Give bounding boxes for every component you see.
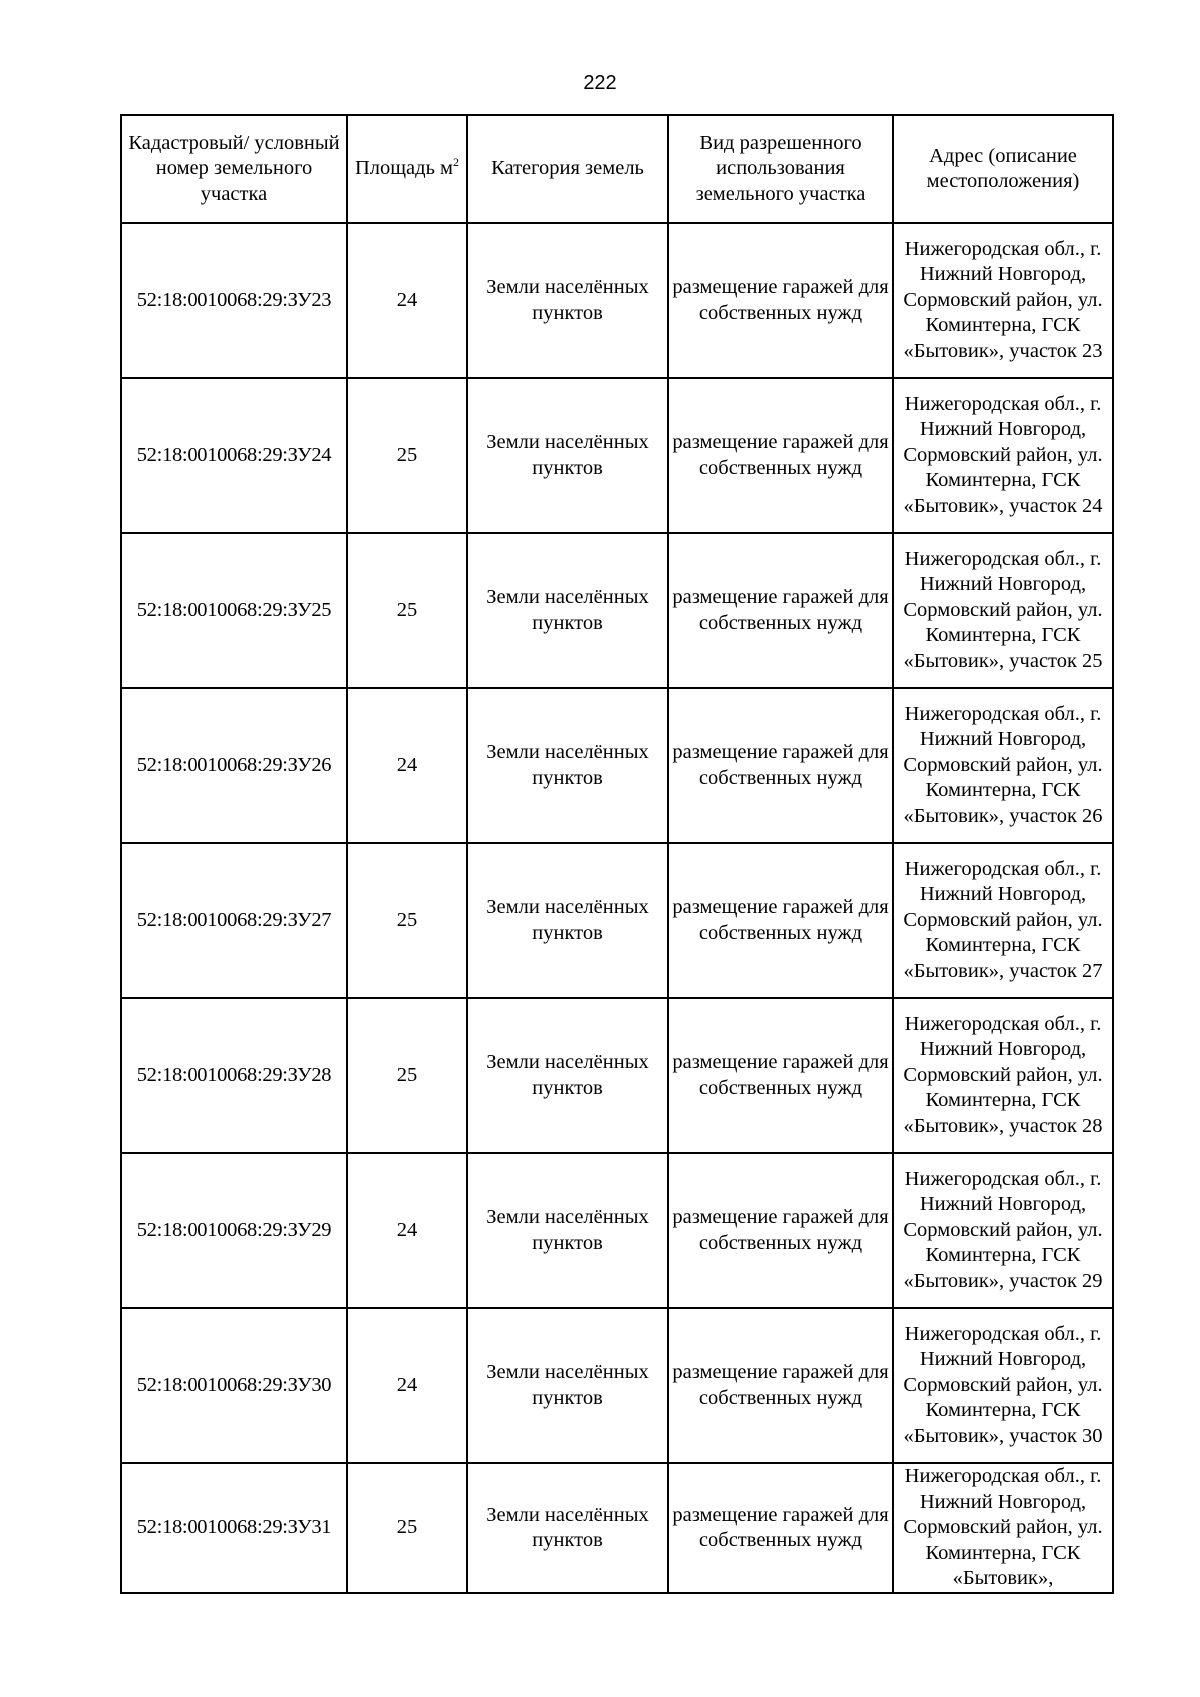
cell-land-category: Земли населённых пунктов xyxy=(467,843,668,998)
cell-permitted-use: размещение гаражей для собственных нужд xyxy=(668,378,893,533)
cell-address: Нижегородская обл., г. Нижний Новгород, Сормовский район, ул. Коминтерна, ГСК «Бытовик», участок 28 xyxy=(893,998,1113,1153)
cell-land-category: Земли населённых пунктов xyxy=(467,998,668,1153)
cell-area: 24 xyxy=(347,223,467,378)
cell-land-category: Земли населённых пунктов xyxy=(467,1463,668,1593)
cell-cadastral-number: 52:18:0010068:29:ЗУ27 xyxy=(121,843,347,998)
cell-cadastral-number: 52:18:0010068:29:ЗУ28 xyxy=(121,998,347,1153)
land-plots-table xyxy=(120,114,1114,1594)
cell-address: Нижегородская обл., г. Нижний Новгород, Сормовский район, ул. Коминтерна, ГСК «Бытовик», участок 24 xyxy=(893,378,1113,533)
cell-cadastral-number: 52:18:0010068:29:ЗУ24 xyxy=(121,378,347,533)
cell-area: 24 xyxy=(347,1153,467,1308)
cell-cadastral-number: 52:18:0010068:29:ЗУ29 xyxy=(121,1153,347,1308)
cell-area: 24 xyxy=(347,688,467,843)
cell-area: 25 xyxy=(347,998,467,1153)
table-row xyxy=(121,843,1113,998)
header-row xyxy=(121,115,1113,223)
cell-cadastral-number: 52:18:0010068:29:ЗУ26 xyxy=(121,688,347,843)
cell-area: 25 xyxy=(347,378,467,533)
cell-land-category: Земли населённых пунктов xyxy=(467,378,668,533)
cell-cadastral-number: 52:18:0010068:29:ЗУ25 xyxy=(121,533,347,688)
cell-address: Нижегородская обл., г. Нижний Новгород, Сормовский район, ул. Коминтерна, ГСК «Бытовик», участок 30 xyxy=(893,1308,1113,1463)
cell-land-category: Земли населённых пунктов xyxy=(467,533,668,688)
cell-address: Нижегородская обл., г. Нижний Новгород, Сормовский район, ул. Коминтерна, ГСК «Бытовик», участок 26 xyxy=(893,688,1113,843)
cell-permitted-use: размещение гаражей для собственных нужд xyxy=(668,223,893,378)
cell-address: Нижегородская обл., г. Нижний Новгород, Сормовский район, ул. Коминтерна, ГСК «Бытовик», участок 29 xyxy=(893,1153,1113,1308)
header-cadastral: Кадастровый/ условный номер земельного участка xyxy=(121,115,347,223)
cell-cadastral-number: 52:18:0010068:29:ЗУ31 xyxy=(121,1463,347,1593)
cell-area: 25 xyxy=(347,843,467,998)
cell-permitted-use: размещение гаражей для собственных нужд xyxy=(668,1463,893,1593)
cell-permitted-use: размещение гаражей для собственных нужд xyxy=(668,533,893,688)
cell-land-category: Земли населённых пунктов xyxy=(467,688,668,843)
header-area-superscript: 2 xyxy=(453,155,460,170)
cell-cadastral-number: 52:18:0010068:29:ЗУ30 xyxy=(121,1308,347,1463)
table-row xyxy=(121,998,1113,1153)
header-use: Вид разрешенного использования земельного участка xyxy=(668,115,893,223)
table-row xyxy=(121,378,1113,533)
cell-cadastral-number: 52:18:0010068:29:ЗУ23 xyxy=(121,223,347,378)
cell-permitted-use: размещение гаражей для собственных нужд xyxy=(668,1308,893,1463)
cell-permitted-use: размещение гаражей для собственных нужд xyxy=(668,1153,893,1308)
header-address: Адрес (описание местоположения) xyxy=(893,115,1113,223)
cell-land-category: Земли населённых пунктов xyxy=(467,1308,668,1463)
cell-land-category: Земли населённых пунктов xyxy=(467,223,668,378)
table-row xyxy=(121,223,1113,378)
cell-address: Нижегородская обл., г. Нижний Новгород, Сормовский район, ул. Коминтерна, ГСК «Бытовик», xyxy=(893,1463,1113,1593)
cell-permitted-use: размещение гаражей для собственных нужд xyxy=(668,688,893,843)
page-number: 222 xyxy=(583,72,617,94)
cell-area: 25 xyxy=(347,533,467,688)
cell-permitted-use: размещение гаражей для собственных нужд xyxy=(668,843,893,998)
header-area-label: Площадь м xyxy=(354,157,454,180)
table-row xyxy=(121,1463,1113,1593)
table-row xyxy=(121,1308,1113,1463)
cell-area: 24 xyxy=(347,1308,467,1463)
cell-area: 25 xyxy=(347,1463,467,1593)
cell-address: Нижегородская обл., г. Нижний Новгород, Сормовский район, ул. Коминтерна, ГСК «Бытовик», участок 25 xyxy=(893,533,1113,688)
table-body xyxy=(121,223,1113,1593)
cell-land-category: Земли населённых пунктов xyxy=(467,1153,668,1308)
table-row xyxy=(121,688,1113,843)
cell-address: Нижегородская обл., г. Нижний Новгород, Сормовский район, ул. Коминтерна, ГСК «Бытовик», участок 23 xyxy=(893,223,1113,378)
header-area xyxy=(347,115,467,223)
table-header xyxy=(121,115,1113,223)
cell-address: Нижегородская обл., г. Нижний Новгород, Сормовский район, ул. Коминтерна, ГСК «Бытовик», участок 27 xyxy=(893,843,1113,998)
table-row xyxy=(121,1153,1113,1308)
header-category: Категория земель xyxy=(467,115,668,223)
table-row xyxy=(121,533,1113,688)
cell-permitted-use: размещение гаражей для собственных нужд xyxy=(668,998,893,1153)
